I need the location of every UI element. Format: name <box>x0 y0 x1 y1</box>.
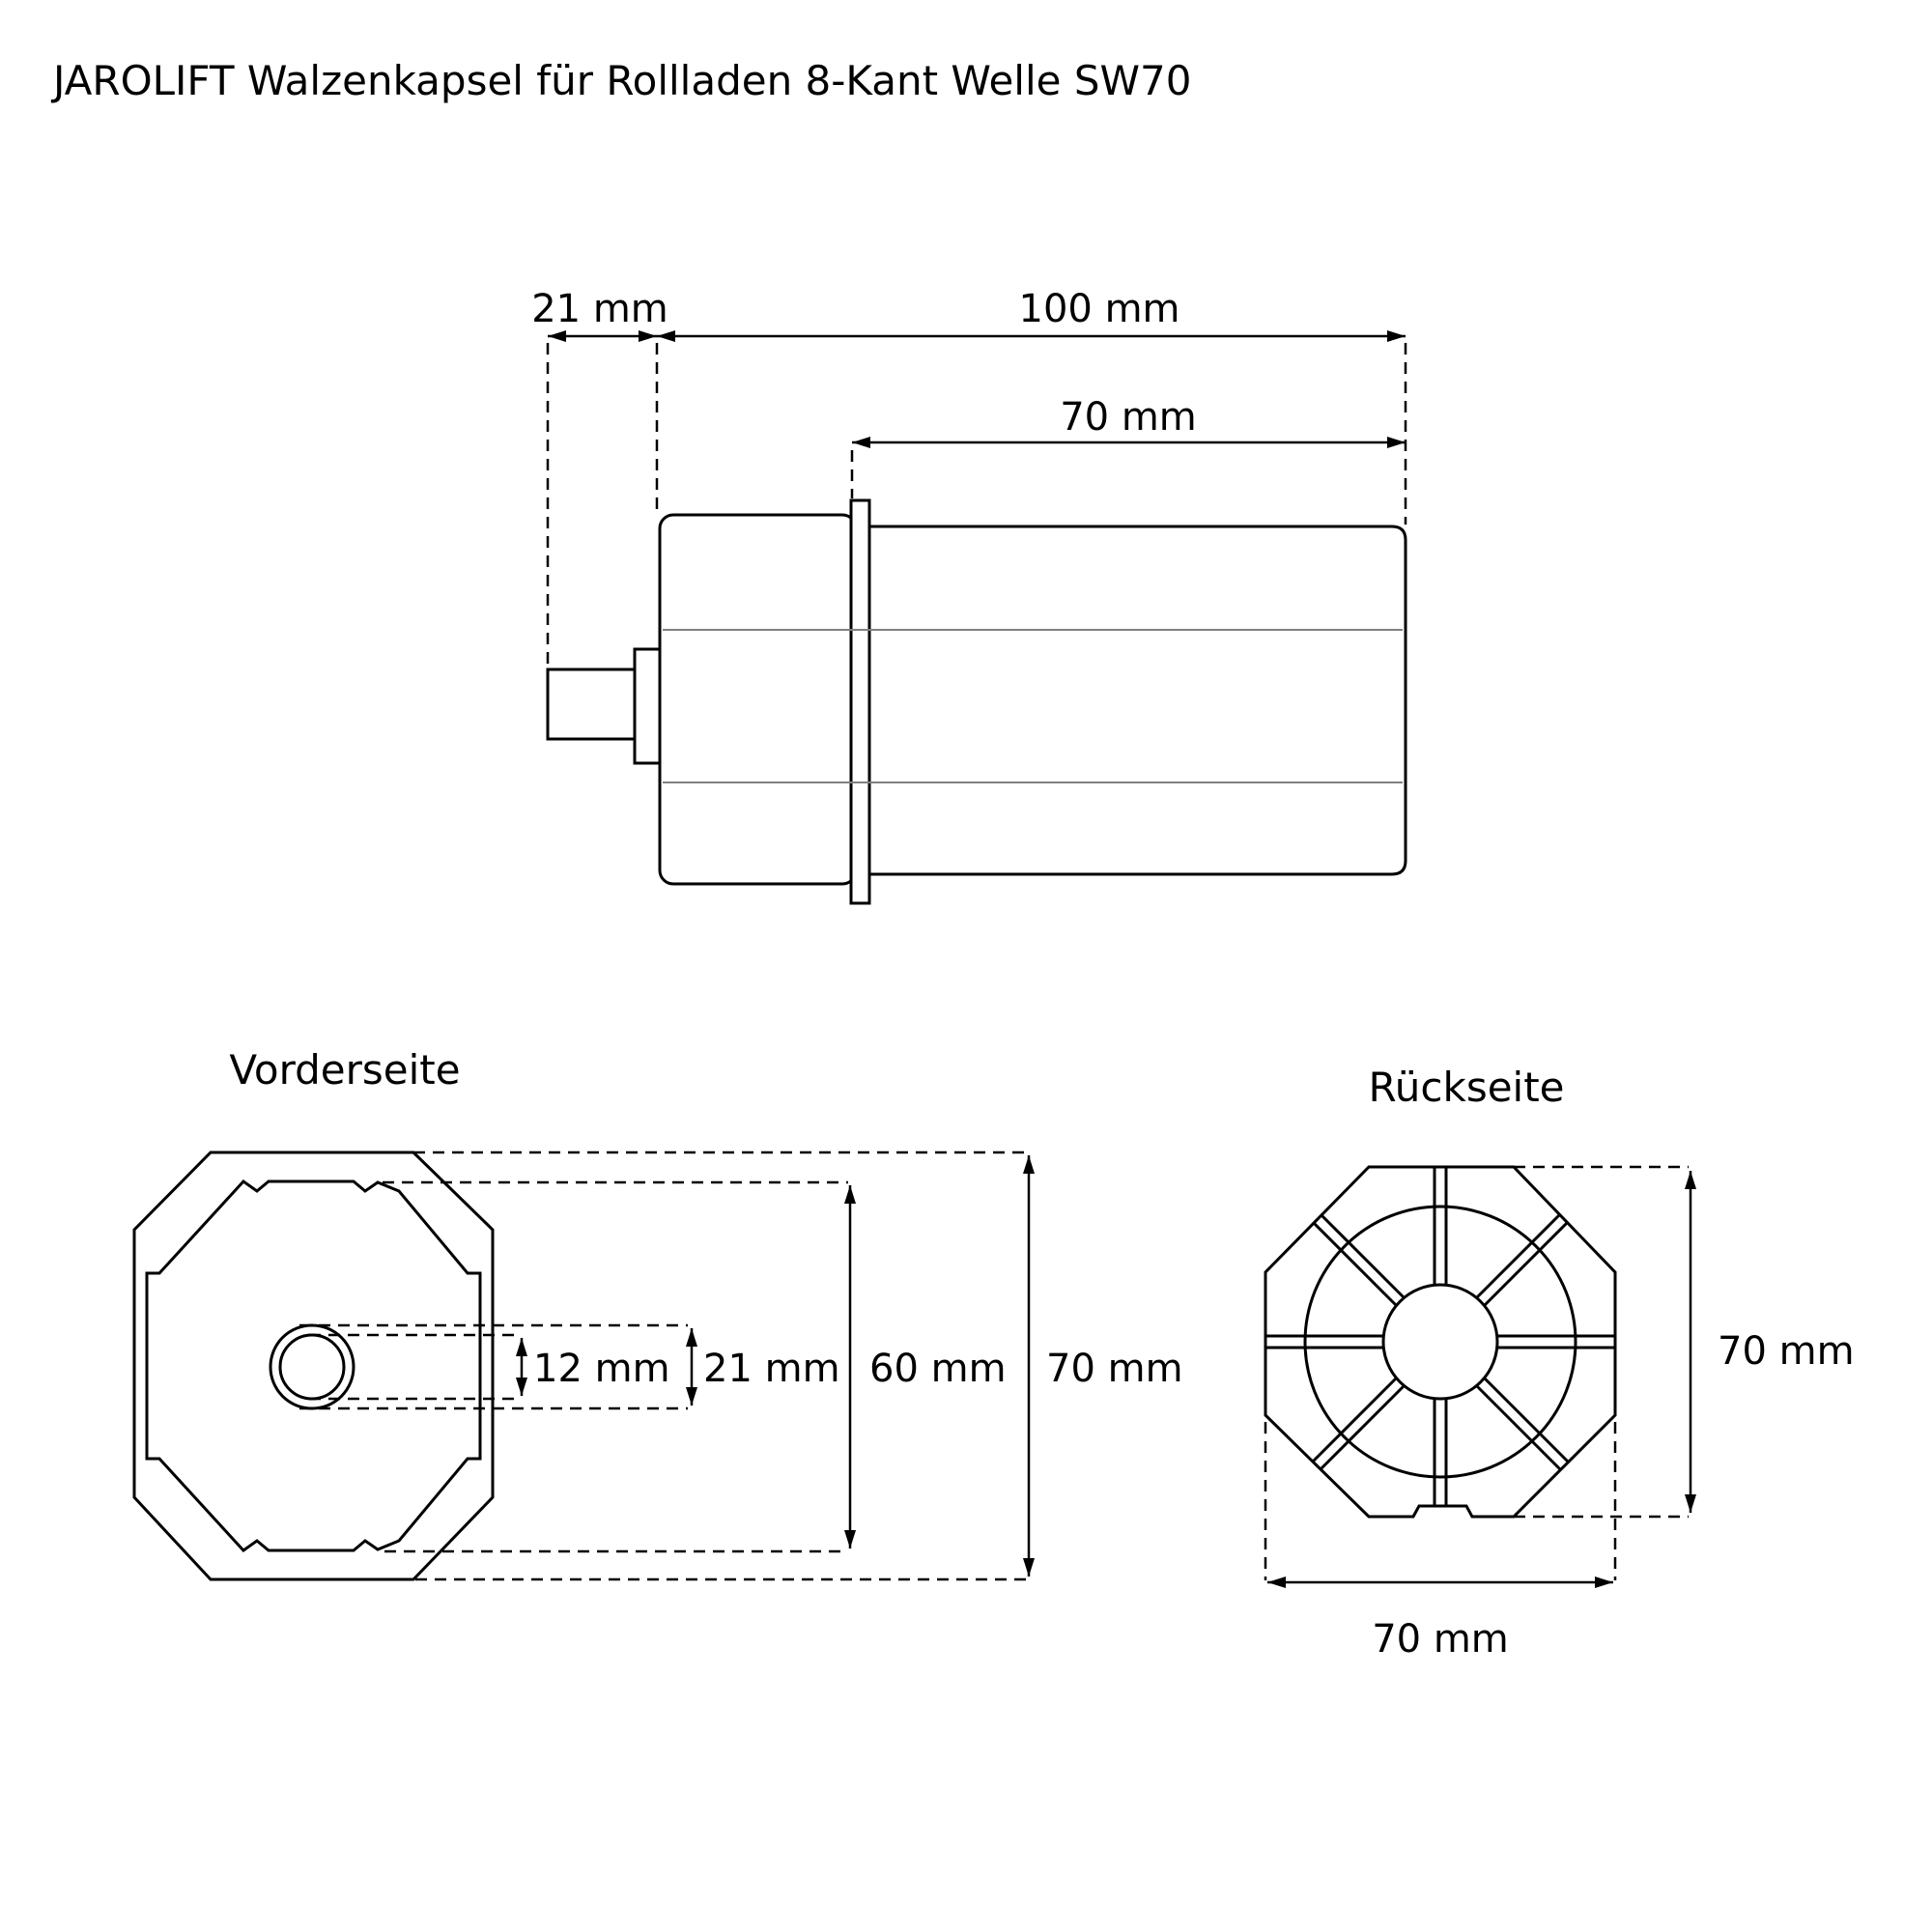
dim-label-shaft-offset: 21 mm <box>531 287 668 331</box>
dim-label-back-width: 70 mm <box>1372 1617 1509 1662</box>
axle-stub <box>548 669 638 739</box>
back-view-label: Rückseite <box>1368 1064 1565 1111</box>
dim-label-total-length: 100 mm <box>1018 287 1180 331</box>
page-title: JAROLIFT Walzenkapsel für Rollladen 8-Kant Welle SW70 <box>53 57 1192 104</box>
dim-label-hub: 21 mm <box>703 1347 840 1391</box>
capsule-cylinder <box>867 526 1406 874</box>
dim-label-back-height: 70 mm <box>1718 1329 1855 1374</box>
capsule-head <box>660 515 856 884</box>
front-octagon-outline <box>134 1152 493 1579</box>
back-hub-circle <box>1383 1285 1497 1399</box>
front-view <box>134 1046 1183 1579</box>
axle-collar <box>635 649 662 763</box>
front-view-label: Vorderseite <box>229 1046 461 1094</box>
back-view <box>1265 1064 1855 1662</box>
dim-label-bore: 12 mm <box>533 1347 670 1391</box>
capsule-flange <box>851 500 869 903</box>
dim-label-inner-width: 60 mm <box>869 1347 1007 1391</box>
side-view <box>531 287 1406 903</box>
dim-label-capsule-length: 70 mm <box>1060 395 1197 440</box>
dim-label-outer-width: 70 mm <box>1046 1347 1183 1391</box>
